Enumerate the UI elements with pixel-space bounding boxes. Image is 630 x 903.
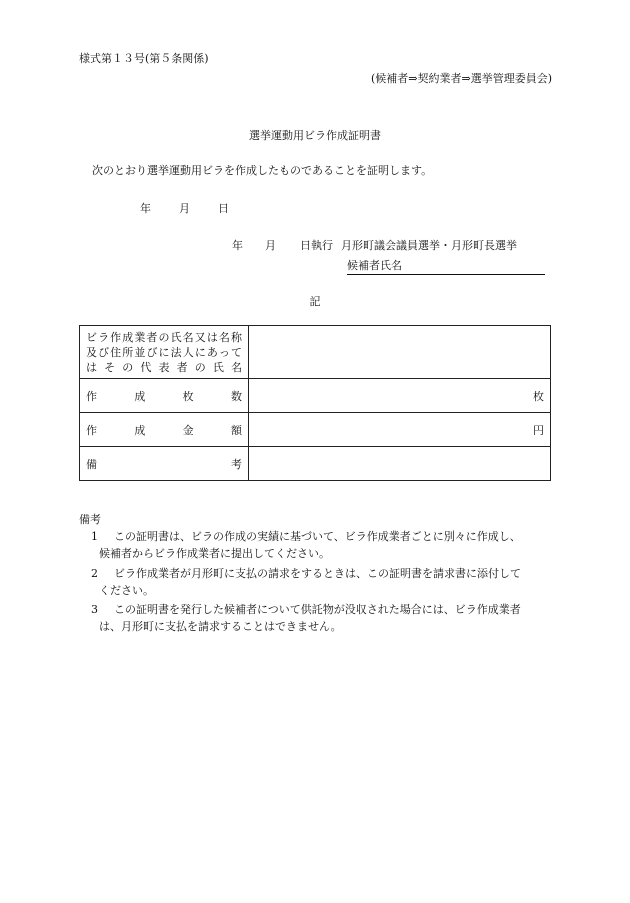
remark-text: 候補者からビラ作成業者に提出してください。 <box>99 547 330 560</box>
certification-statement: 次のとおり選挙運動用ビラを作成したものであることを証明します。 <box>92 164 433 177</box>
ki-heading: 記 <box>309 295 321 308</box>
label-char: 成 <box>134 389 146 403</box>
sheet-count-label <box>80 379 249 413</box>
exec-month-label: 月 <box>265 239 276 252</box>
exec-year-label: 年 <box>232 239 243 252</box>
label-char: 備 <box>86 457 97 471</box>
maker-info-line: ビラ作成業者の氏名又は名称 <box>86 330 242 344</box>
issue-date <box>140 200 229 216</box>
label-char: 作 <box>86 423 97 437</box>
amount-value[interactable] <box>249 413 551 447</box>
remark-item <box>79 528 559 562</box>
amount-label <box>80 413 249 447</box>
remarks-label <box>80 447 249 481</box>
remark-text: この証明書は、ビラの作成の実績に基づいて、ビラ作成業者ごとに別々に作成し、 <box>114 530 521 543</box>
label-char: 金 <box>182 423 194 437</box>
maker-info-line: 及び住所並びに法人にあって <box>86 345 242 359</box>
maker-info-label <box>80 326 249 379</box>
remark-item <box>79 601 559 635</box>
label-char: 考 <box>231 457 242 471</box>
label-char: 成 <box>134 423 146 437</box>
election-execution-line <box>232 237 517 253</box>
date-year-label: 年 <box>140 202 151 215</box>
remark-number: 3 <box>91 603 98 616</box>
maker-info-line: はその代表者の氏名 <box>86 360 242 374</box>
label-char: 枚 <box>182 389 194 403</box>
form-number: 様式第１３号(第５条関係) <box>79 52 209 65</box>
sheet-count-value[interactable] <box>249 379 551 413</box>
remark-number: 2 <box>91 567 98 580</box>
remark-item <box>79 565 559 599</box>
remark-number: 1 <box>91 530 98 543</box>
label-char: 作 <box>86 389 97 403</box>
label-char: 数 <box>230 389 242 403</box>
table-row <box>80 413 551 447</box>
remarks-value[interactable] <box>249 447 551 481</box>
date-month-label: 月 <box>179 202 190 215</box>
yen-unit: 円 <box>533 423 544 437</box>
document-title: 選挙運動用ビラ作成証明書 <box>249 129 381 142</box>
remark-text: は、月形町に支払を請求することはできません。 <box>99 620 342 633</box>
remark-text: この証明書を発行した候補者について供託物が没収された場合には、ビラ作成業者 <box>114 603 521 616</box>
flyer-details-table <box>79 325 551 481</box>
maker-info-value[interactable] <box>249 326 551 379</box>
date-day-label: 日 <box>218 202 229 215</box>
sheet-unit: 枚 <box>533 389 544 403</box>
submission-flow: (候補者⇒契約業者⇒選挙管理委員会) <box>370 72 552 85</box>
remark-text: ください。 <box>99 584 154 597</box>
remark-text: ビラ作成業者が月形町に支払の請求をするときは、この証明書を請求書に添付して <box>114 567 521 580</box>
table-row <box>80 379 551 413</box>
election-name: 月形町議会議員選挙・月形町長選挙 <box>341 239 517 252</box>
exec-day-label: 日執行 <box>300 239 333 252</box>
label-char: 額 <box>230 423 242 437</box>
remarks-title: 備考 <box>79 513 101 526</box>
candidate-name-field[interactable] <box>347 257 545 275</box>
table-row <box>80 326 551 379</box>
table-row <box>80 447 551 481</box>
candidate-name-label: 候補者氏名 <box>347 259 402 272</box>
